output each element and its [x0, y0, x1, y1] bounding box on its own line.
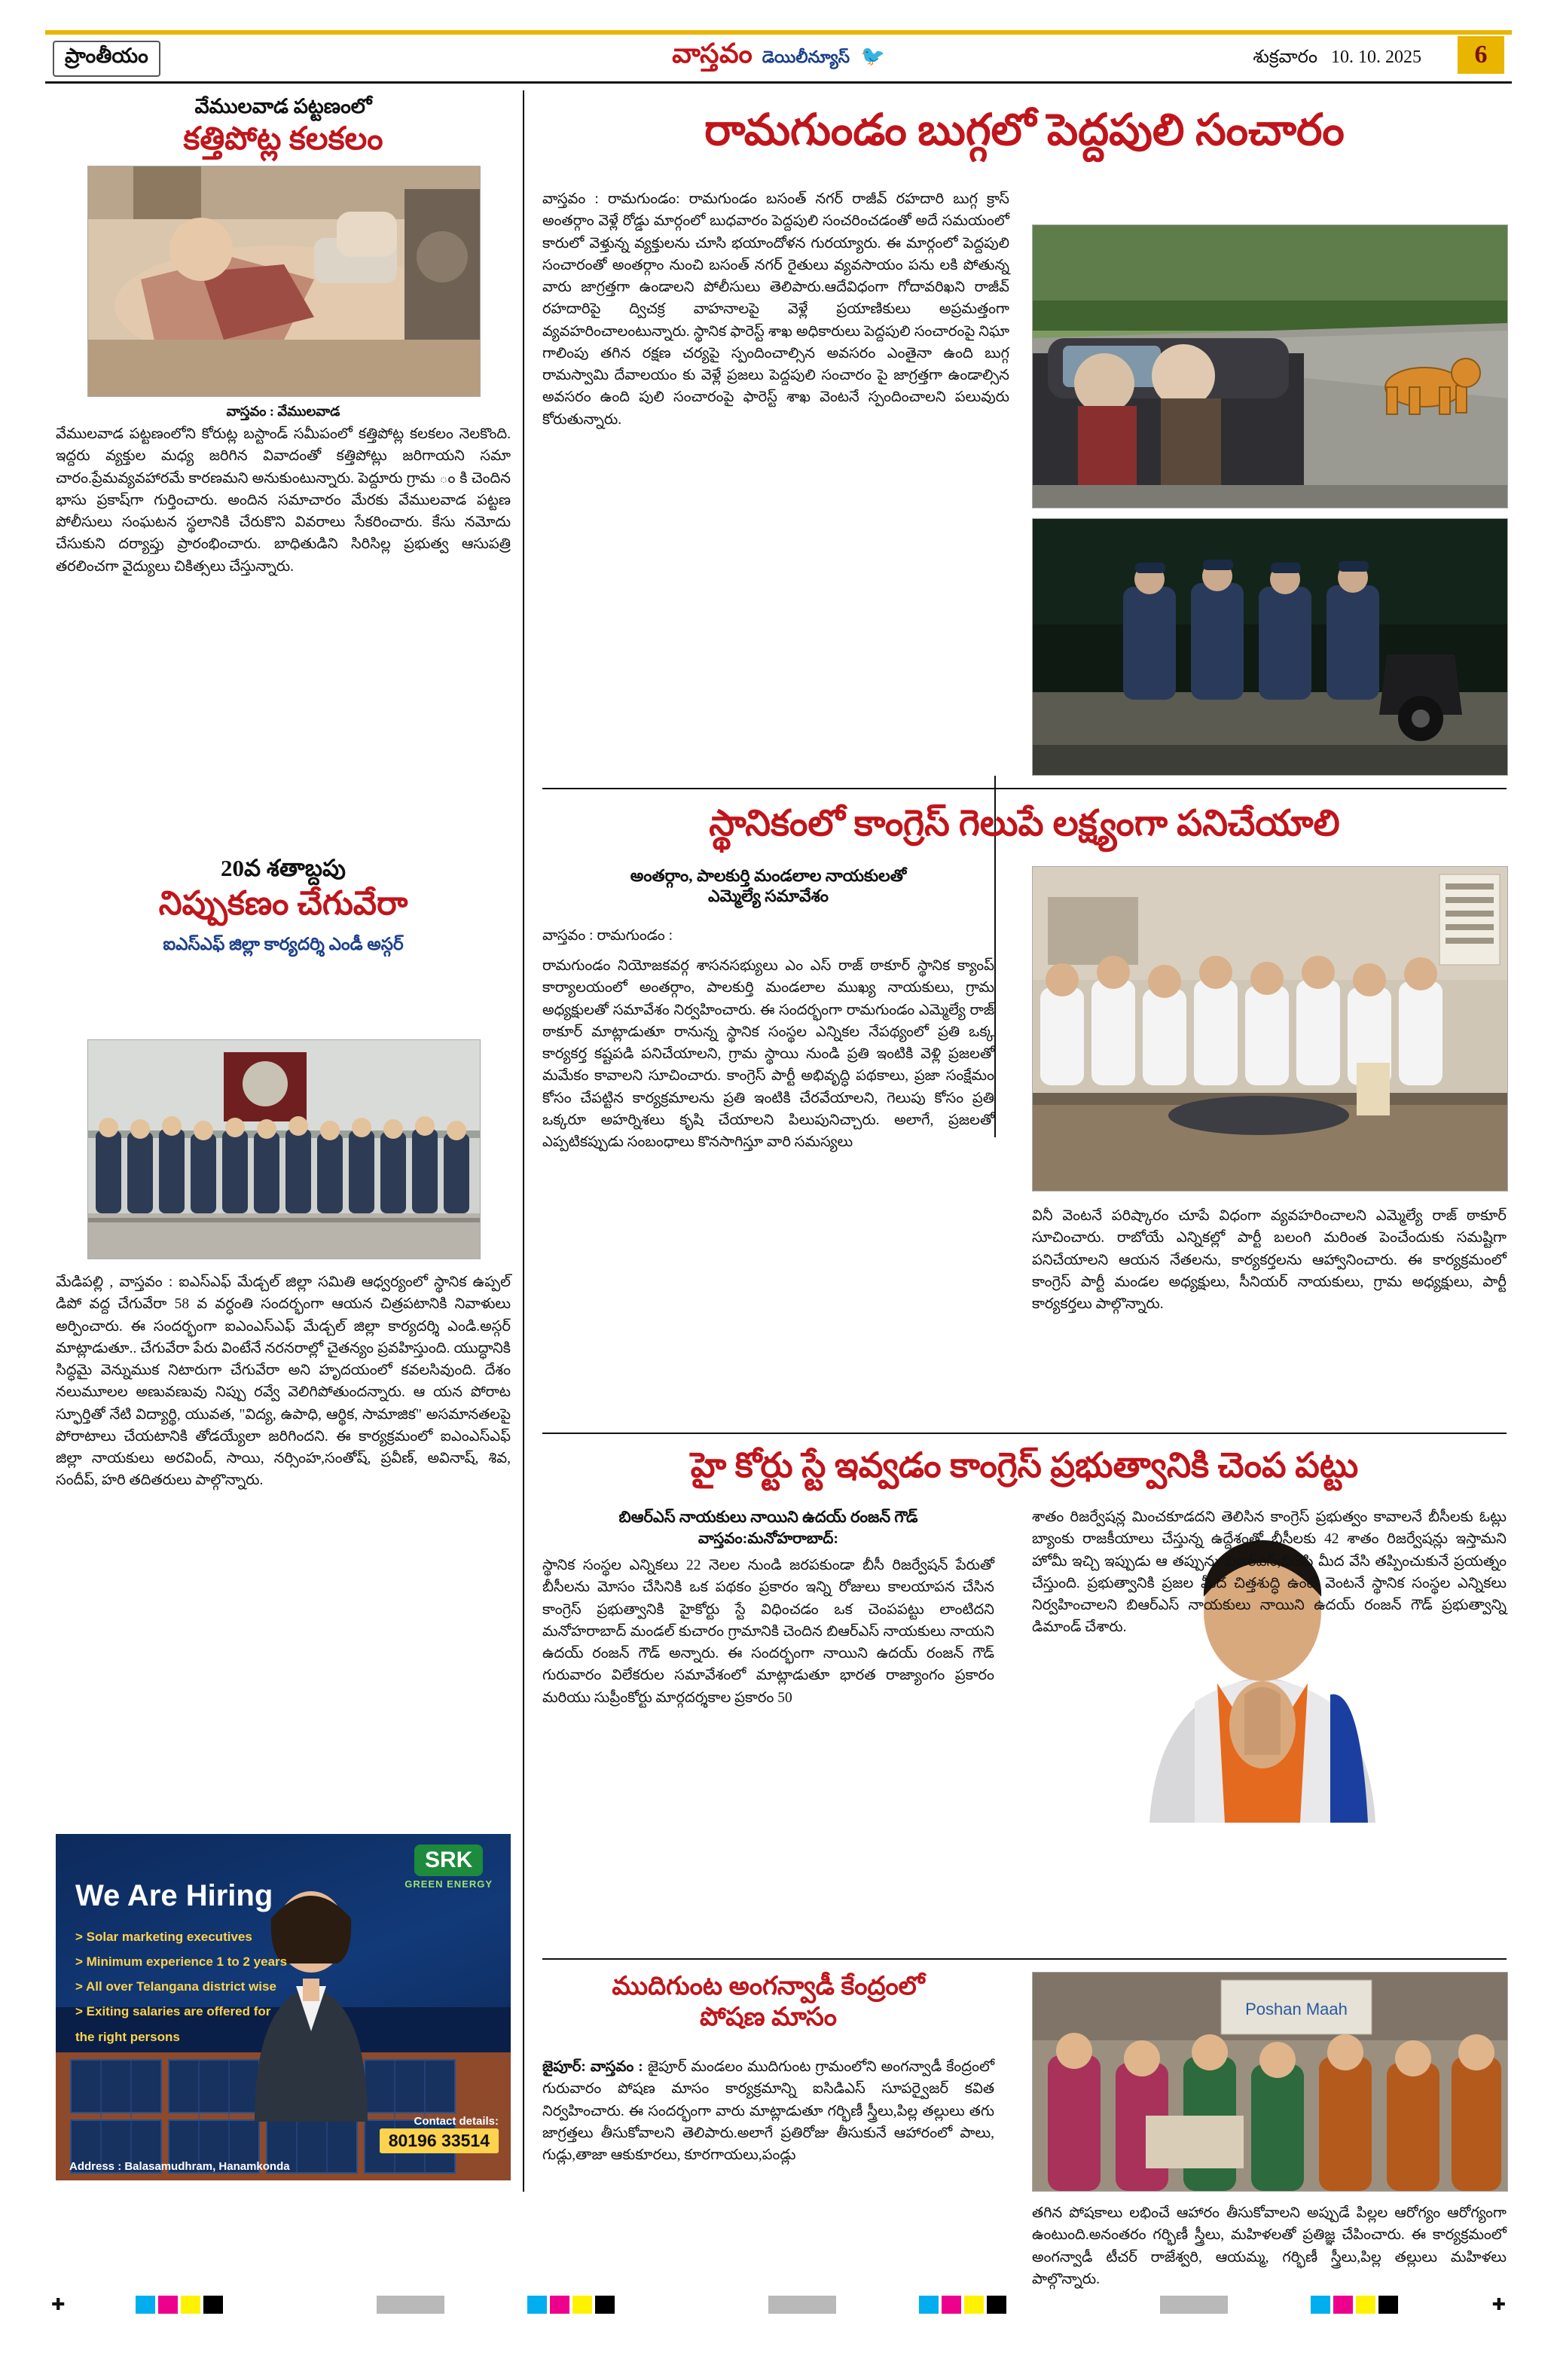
- police-night-patrol-graphic: [1033, 519, 1507, 775]
- registration-mark-left: ✚: [51, 2295, 66, 2314]
- ad-bullet: > Exiting salaries are offered for: [75, 2004, 271, 2019]
- masthead-date-value: 10. 10. 2025: [1331, 47, 1421, 67]
- svg-text:Poshan Maah: Poshan Maah: [1245, 2000, 1348, 2018]
- ad-headline: We Are Hiring: [75, 1879, 273, 1912]
- congress-kicker-1: అంతర్గాం, పాలకుర్తి మండలాల నాయకులతో: [630, 866, 907, 885]
- color-swatch-yellow: [181, 2296, 200, 2314]
- hicourt-kicker: బిఆర్ఎస్ నాయకులు నాయిని ఉదయ్ రంజన్ గౌడ్: [618, 1508, 918, 1526]
- congress-headline: స్థానికంలో కాంగ్రెస్ గెలుపే లక్ష్యంగా పనిచేయాలి: [709, 804, 1340, 844]
- ad-bullet: > Minimum experience 1 to 2 years: [75, 1954, 288, 1970]
- paper-title: వాస్తవం: [672, 38, 753, 69]
- ad-contact-label: Contact details:: [414, 2115, 499, 2128]
- mudiguntla-headline-line1: ముదిగుంట అంగన్వాడీ కేంద్రంలో: [612, 1973, 925, 2000]
- masthead: [45, 30, 1512, 83]
- paper-subtitle: డెయిలీన్యూస్: [762, 47, 850, 66]
- col1-subhead-2: ఐఎస్ఎఫ్ జిల్లా కార్యదర్శి ఎండీ అస్గర్: [163, 935, 404, 954]
- masthead-day: శుక్రవారం: [1253, 47, 1317, 67]
- col1-body: వేములవాడ పట్టణంలోని కోరుట్ల బస్టాండ్ సమీపంలో కత్తిపోట్ల కలకలం నెలకొంది. ఇద్దరు వ్యక్తుల మధ్య జరిగిన వివాదంతో కత్తిపోట్లు జరిగాయని సమా చారం.ప్రేమవ్యవహారమే కారణమని అనుకుంటున్నారు. పెద్దూరు గ్రామ ం కి చెందిన భాసు ప్రకాష్‌గా గుర్తించారు. అందిన సమాచారం మేరకు వేములవాడ పట్టణ పోలీసులు సంఘటన స్థలానికి చేరుకొని వివరాలు సేకరించారు. కేసు నమోదు చేసుకుని దర్యాప్తు ప్రారంభించారు. బాధితుడిని సిరిసిల్ల ప్రభుత్వ ఆసుపత్రి తరలించగా వైద్యులు చికిత్సలు చేస్తున్నారు.: [56, 426, 511, 575]
- ad-logo-subtext: GREEN ENERGY: [405, 1878, 493, 1890]
- injured-person-hospital-photo-graphic: [88, 166, 480, 396]
- lead-headline: రామగుండం బుగ్గలో పెద్దపులి సంచారం: [704, 105, 1345, 154]
- mudiguntla-headline-line2: పోషణ మాసం: [699, 2003, 838, 2032]
- masthead-date: [1253, 47, 1421, 72]
- che-guevara-tribute-group-photo-graphic: [88, 1040, 480, 1259]
- color-swatch-yellow: [572, 2296, 592, 2314]
- color-swatch-magenta: [1333, 2296, 1353, 2314]
- hicourt-body-right: శాతం రిజర్వేషన్ల మించకూడదని తెలిసిన కాంగ్రెస్ ప్రభుత్వం కావాలనే బీసీలకు ఓట్లు బ్యాంకు రాజకీయాలు చేస్తున్న ఉద్దేశంతో బీసీలకు 42 శాతం రిజర్వేషన్లు ఇస్తామని హోమీ ఇచ్చి ఇప్పుడు ఆ తప్పును బిఆర్ఎస్,బిజెపి మీద వేసి తప్పించుకునే ప్రయత్నం చేస్తుంది. ప్రభుత్వానికి ప్రజల మీద చిత్తశుద్ధి ఉంటే వెంటనే స్థానిక సంస్థల ఎన్నికలు నిర్వహించాలని బిఆర్ఎస్ నాయకులు నాయిని ఉదయ్ రంజన్ గౌడ్ ప్రభుత్వాన్ని డిమాండ్ చేశారు.: [1032, 1509, 1507, 1636]
- mudiguntla-body-right: తగిన పోషకాలు లభించే ఆహారం తీసుకోవాలని అప్పుడే పిల్లల ఆరోగ్యం ఆరోగ్యంగా ఉంటుంది.అనంతరం గర్భిణీ స్త్రీలు, మహిళలతో ప్రతిజ్ఞ చేపించారు. ఈ కార్యక్రమంలో అంగన్వాడీ టీచర్ రాజేశ్వరి, ఆయమ్మ, గర్భిణీ స్త్రీలు,పిల్ల తల్లులు మహిళలు పాల్గొన్నారు.: [1032, 2205, 1507, 2287]
- divider-hicourt-mudiguntla: [542, 1958, 1507, 1960]
- mudiguntla-body-left-text: జైపూర్ మండలం ముదిగుంట గ్రామంలోని అంగన్వాడీ కేంద్రంలో గురువారం పోషణ మాసం కార్యక్రమాన్ని ఐసిడిఎస్ సూపర్వైజర్ కవిత నిర్వహించారు. ఈ సందర్భంగా వారు మాట్లాడుతూ గర్భిణీ స్త్రీలు,పిల్ల తల్లులు తగు జాగ్రత్తలు తీసుకోవాలని తెలిపారు.అలాగే ప్రతిరోజు తీసుకునే ఆహారంలో పాలు, గుడ్లు,తాజా ఆకుకూరలు, కూరగాయలు,పండ్లు: [542, 2059, 995, 2163]
- mudiguntla-dateline: జైపూర్: వాస్తవం :: [542, 2059, 643, 2075]
- color-swatch-black: [1378, 2296, 1398, 2314]
- congress-body-right: వినీ వెంటనే పరిష్కారం చూపే విధంగా వ్యవహరించాలని ఎమ్మెల్యే రాజ్ ఠాకూర్ సూచించారు. రాబోయే ఎన్నికల్లో పార్టీ బలంగి మరింత పెంచేందుకు సమష్టిగా పనిచేయాలని ఆయన నేతలను, కార్యకర్తలను ఆహ్వానించారు. ఈ కార్యక్రమంలో కాంగ్రెస్ పార్టీ మండల అధ్యక్షులు, సీనియర్ నాయకులు, గ్రామ అధ్యక్షులు, పార్టీ కార్యకర్తలు పాల్గొన్నారు.: [1032, 1208, 1507, 1312]
- tiger-on-road-graphic: [1033, 225, 1507, 508]
- divider-congress-hicourt: [542, 1433, 1507, 1434]
- bird-icon: 🐦: [860, 44, 885, 67]
- mla-meeting-graphic: [1033, 867, 1507, 1191]
- color-swatch-yellow: [964, 2296, 984, 2314]
- tiger-on-road-with-car-photo: [1032, 224, 1508, 508]
- column-rule-1: [523, 90, 524, 2192]
- hicourt-body-left: స్థానిక సంస్థల ఎన్నికలు 22 నెలల నుండి జరపకుండా బీసీ రిజర్వేషన్ పేరుతో బీసీలను మోసం చేసినికి ఒక పథకం ప్రకారం ఇన్ని రోజులు కాలయాపన చేసిన కాంగ్రెస్ ప్రభుత్వానికి హైకోర్టు స్టే విధించడం ఒక చెంపపట్టు లాంటిదని మనోహరాబాద్ మండల్ కుచారం గ్రామానికి చెందిన బిఆర్ఎస్ నాయకులు నాయని ఉదయ్ రంజన్ గౌడ్ అన్నారు. ఈ సందర్భంగా నాయిని ఉదయ్ రంజన్ గౌడ్ గురువారం విలేకరుల సమావేశంలో మాట్లాడుతూ భారత రాజ్యాంగం ప్రకారం మరియు సుప్రీంకోర్టు మార్గదర్శకాల ప్రకారం 50: [542, 1558, 994, 1706]
- police-night-patrol-photo: [1032, 518, 1508, 776]
- congress-kickers: [542, 866, 994, 906]
- color-swatch-cyan: [527, 2296, 547, 2314]
- col1-headline: కత్తిపోట్ల కలకలం: [183, 122, 383, 157]
- col1-photo-caption: వాస్తవం : వేములవాడ: [226, 404, 340, 419]
- congress-dateline: వాస్తవం : రామగుండం :: [542, 928, 673, 944]
- mudiguntla-body-left: [542, 2056, 994, 2166]
- col1-top-story: [56, 95, 511, 157]
- section-label: ప్రాంతీయం: [53, 41, 160, 77]
- grey-swatch-1: [377, 2296, 444, 2314]
- anganwadi-nutrition-graphic: [1033, 1973, 1507, 2191]
- col1-story2-head-group: [56, 855, 511, 955]
- injured-person-hospital-photo: [87, 166, 481, 397]
- color-swatch-cyan: [1311, 2296, 1330, 2314]
- ad-bullet: > Solar marketing executives: [75, 1930, 252, 1944]
- color-swatch-magenta: [942, 2296, 961, 2314]
- col1-kicker: వేములవాడ పట్టణంలో: [194, 95, 372, 117]
- color-swatch-black: [987, 2296, 1006, 2314]
- grey-swatch-3: [1160, 2296, 1228, 2314]
- page-sheet: [45, 30, 1512, 2320]
- ad-phone-number[interactable]: 80196 33514: [380, 2128, 499, 2153]
- color-swatch-cyan: [919, 2296, 939, 2314]
- col1-kicker-2: 20వ శతాబ్దపు: [221, 855, 346, 881]
- congress-body-left: రామగుండం నియోజకవర్గ శాసనసభ్యులు ఎం ఎస్ రాజ్ ఠాకూర్ స్థానిక క్యాంప్ కార్యాలయంలో అంతర్గాం, పాలకుర్తి మండలాల ముఖ్య నాయకులు, గ్రామ అధ్యక్షులతో సమావేశం నిర్వహించారు. ఈ సందర్భంగా రామగుండం ఎమ్మెల్యే రాజ్ ఠాకూర్ మాట్లాడుతూ రానున్న స్థానిక సంస్థల ఎన్నికల నేపథ్యంలో ప్రతి ఒక్క కార్యకర్త కష్టపడి పనిచేయాలని, గ్రామ స్థాయి నుండి ప్రతి ఇంటికి వెళ్లి ప్రజలతో మమేకం కావాలని సూచించారు. కాంగ్రెస్ పార్టీ అభివృద్ధి పథకాలు, ప్రజా సంక్షేమం కోసం చేపట్టిన కార్యక్రమాలను ప్రతి ఇంటికి చేరవేయాలని, గెలుపు కోసం ప్రతి ఒక్కరూ అహర్నిశలు కృషి చేయాలని పిలుపునిచ్చారు. అలాగే, ప్రజలతో ఎప్పటికప్పుడు సంబంధాలు కొనసాగిస్తూ వారి సమస్యలు: [542, 958, 994, 1150]
- color-swatch-cyan: [136, 2296, 155, 2314]
- masthead-top-rule: [45, 30, 1512, 35]
- congress-kicker-2: ఎమ్మెల్యే సమావేశం: [708, 886, 829, 906]
- registration-mark-right: ✚: [1491, 2295, 1506, 2314]
- che-guevara-tribute-group-photo: [87, 1039, 481, 1259]
- print-color-bar: [45, 2290, 1512, 2320]
- color-swatch-magenta: [158, 2296, 178, 2314]
- ad-bullet-list: [75, 1924, 287, 2049]
- anganwadi-nutrition-month-photo: [1032, 1972, 1508, 2192]
- color-swatch-black: [203, 2296, 223, 2314]
- hiring-advertisement[interactable]: [56, 1834, 511, 2180]
- mudiguntla-headline-group: [542, 1972, 994, 2032]
- ad-bullet: > All over Telangana district wise: [75, 1979, 276, 1994]
- color-swatch-black: [595, 2296, 615, 2314]
- color-swatch-magenta: [550, 2296, 569, 2314]
- grey-swatch-2: [768, 2296, 836, 2314]
- ad-logo-text: SRK: [414, 1844, 483, 1876]
- col1-body-2: మేడిపల్లి , వాస్తవం : ఐఎస్ఎఫ్ మేడ్చల్ జిల్లా సమితి ఆధ్వర్యంలో స్థానిక ఉప్పల్ డిపో వద్ద చేగువేరా 58 వ వర్ధంతి సందర్భంగా ఆయన చిత్రపటానికి నివాళులు అర్పించారు. ఈ సందర్భంగా ఐఎంఎస్ఎఫ్ మేడ్చల్ జిల్లా కార్యదర్శి ఎండి.అస్గర్ మాట్లాడుతూ.. చేగువేరా పేరు వింటేనే నరనరాల్లో చైతన్యం ప్రవహిస్తుంది. యుద్ధానికి సిద్ధమై వెన్నుముక నిటారుగా చేగువేరా అని హృదయంలో కవలసివుంది. దేశం నలుమూలల అణువణువు నిప్పు రవ్వే వెలిగిపోతుందన్నారు. ఆ యన పోరాట స్ఫూర్తితో నేటి విద్యార్థి, యువత, "విద్య, ఉపాధి, ఆర్థిక, సామాజిక" అసమానతలపై పోరాటాలు చేయటానికి తోడయ్యేలా జరిగిందని. ఈ కార్యక్రమంలో ఐఎంఎస్ఎఫ్ జిల్లా నాయకులు అరవింద్, సాయి, నర్సింహ,సంతోష్, ప్రవీణ్, అవినాష్, శివ, సందీప్, హరి తదితరులు పాల్గొన్నారు.: [56, 1274, 511, 1489]
- hicourt-dateline: వాస్తవం:మనోహరాబాద్:: [698, 1530, 839, 1547]
- ad-address: Address : Balasamudhram, Hanamkonda: [69, 2160, 290, 2173]
- hicourt-headline: హై కోర్టు స్టే ఇవ్వడం కాంగ్రెస్ ప్రభుత్వానికి చెంప పట్టు: [690, 1446, 1359, 1484]
- color-swatch-yellow: [1356, 2296, 1375, 2314]
- divider-lead-congress: [542, 788, 1507, 789]
- col1-headline-2: నిప్పుకణం చేగువేరా: [158, 884, 408, 922]
- page-number: 6: [1458, 36, 1504, 74]
- ad-logo: [405, 1844, 493, 1890]
- masthead-bottom-rule: [45, 81, 1512, 84]
- ad-bullet: the right persons: [75, 2029, 180, 2044]
- mla-meeting-with-leaders-photo: [1032, 866, 1508, 1192]
- lead-body: వాస్తవం : రామగుండం: రామగుండం బసంత్ నగర్ రాజీవ్ రహదారి బుగ్గ క్రాస్ అంతర్గాం వెళ్లే రోడ్డు మార్గంలో బుధవారం పెద్దపులి సంచరించడంతో అదే సమయంలో కారులో వెళ్తున్న వ్యక్తులను చూసి భయాందోళన గురయ్యారు. ఈ మార్గంలో పెద్దపులి సంచారంతో అంతర్గాం నుంచి బసంత్ నగర్ రైతులు వ్యవసాయం పను లకి పోతున్న వారు జాగ్రత్తగా ఉండాలని పోలీసులు తెలిపారు.ఆదేవిధంగా గోదావరిఖని రాజీవ్ రహదారిపై ద్విచక్ర వాహనాలపై వెళ్లే ప్రయాణికులు అప్రమత్తంగా వ్యవహరించాలంటున్నారు. స్థానిక ఫారెస్ట్ శాఖ అధికారులు పెద్దపులి సంచారంపై నిఘా గాలింపు తగిన రక్షణ చర్యపై స్పందించాల్సిన అవసరం ఎంతైనా ఉంది బుగ్గ రామస్వామి దేవాలయం కు వెళ్లే ప్రజలు పెద్దపులి సంచారం పై జాగ్రత్తగా ఉండాల్సిన అవసరం ఉంది పులి సంచారంపై ఫారెస్ట్ శాఖ వెంటనే స్పందించాలని పలువురు కోరుతున్నారు.: [542, 191, 1009, 428]
